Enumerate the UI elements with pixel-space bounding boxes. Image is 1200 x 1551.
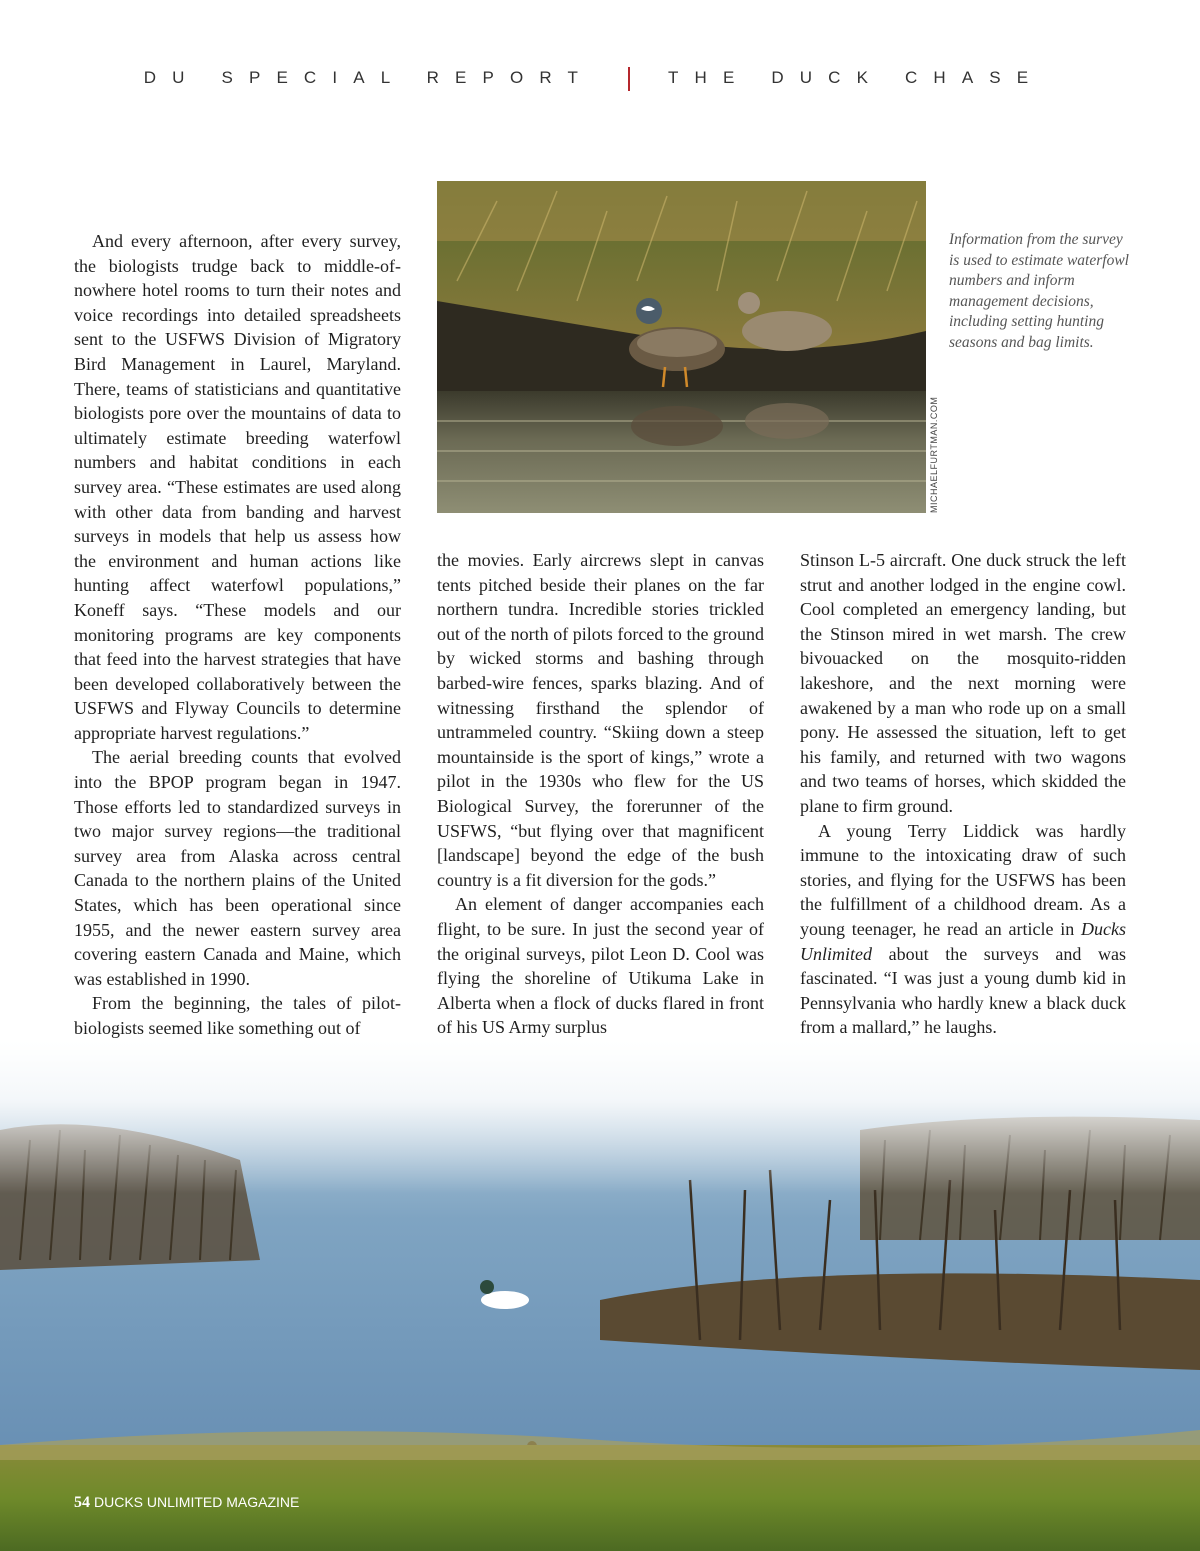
paragraph: And every afternoon, after every survey, the biologists trudge back to middle-of-nowhere hotel rooms to turn their notes and voice recordings into detailed spreadsheets sent to the USFWS Division of Migratory Bird Management in Laurel, Maryland. There, teams of statisticians and quantitative biologists pore over the mountains of data to ultimately estimate breeding waterfowl numbers and habitat conditions in each survey area. “These estimates are used along with other data from banding and harvest surveys in models that help us assess how the environment and human actions like hunting affect waterfowl populations,” Koneff says. “These models and our monitoring programs are key components that feed into the harvest strategies that have been developed collaboratively between the USFWS and Flyway Councils to determine appropriate harvest regulations.”	[74, 231, 401, 743]
paragraph: The aerial breeding counts that evolved into the BPOP program began in 1947. Those efforts led to standardized surveys in two major survey regions—the traditional survey area from Alaska across central Canada to the northern plains of the United States, which has been operational since 1955, and the newer eastern survey area covering eastern Canada and Maine, which was established in 1990.	[74, 747, 401, 989]
page-footer	[74, 1494, 299, 1512]
paragraph: the movies. Early aircrews slept in canvas tents pitched beside their planes on the far northern tundra. Incredible stories trickled out of the north of pilots forced to the ground by wicked storms and bashing through barbed-wire fences, sparks blazing. And of witnessing firsthand the splendor of untrammeled country. “Skiing down a steep mountainside is the sport of kings,” wrote a pilot in the 1930s who flew for the US Biological Survey, the forerunner of the USFWS, “but flying over that magnificent [landscape] beyond the edge of the bush country is a fit diversion for the gods.”	[437, 550, 764, 890]
magazine-title: Ducks Unlimited	[800, 918, 1126, 964]
paragraph-text: A young Terry Liddick was hardly immune to the intoxicating draw of such stories, and flying for the USFWS has been the fulfillment of a childhood dream. As a young teenager, he read an article in	[800, 820, 1126, 939]
paragraph: From the beginning, the tales of pilot-biologists seemed like something out of	[74, 993, 401, 1038]
photo-credit: MICHAELFURTMAN.COM	[929, 396, 939, 513]
header-divider	[628, 67, 630, 91]
header-section-label: DU SPECIAL REPORT	[143, 68, 594, 87]
paragraph	[800, 819, 1126, 1040]
teal-photo	[437, 181, 926, 513]
photo-caption: Information from the survey is used to estimate waterfowl numbers and inform management decisions, including setting hunting seasons and bag limits.	[949, 231, 1129, 351]
header-story-label: THE DUCK CHASE	[668, 68, 1045, 87]
marsh-photo	[0, 1040, 1200, 1551]
page-number: 54	[74, 1494, 90, 1511]
article-column-3	[800, 548, 1126, 1065]
article-column-1	[74, 229, 401, 1065]
paragraph: Stinson L-5 aircraft. One duck struck the left strut and another lodged in the engine cowl. Cool completed an emergency landing, but the Stinson mired in wet marsh. The crew bivouacked on the mosquito-ridden lakeshore, and the next morning were awakened by a man who rode up on a small pony. He assessed the situation, left to get his family, and returned with two wagons and two teams of horses, which skidded the plane to firm ground.	[800, 550, 1126, 816]
article-column-2	[437, 548, 764, 1065]
paragraph-text: about the surveys and was fascinated. “I was just a young dumb kid in Pennsylvania who hardly knew a black duck from a mallard,” he laughs.	[800, 943, 1126, 1038]
publication-name: DUCKS UNLIMITED MAGAZINE	[94, 1494, 300, 1510]
paragraph: An element of danger accompanies each flight, to be sure. In just the second year of the original surveys, pilot Leon D. Cool was flying the shoreline of Utikuma Lake in Alberta when a flock of ducks flared in front of his US Army surplus	[437, 894, 764, 1038]
